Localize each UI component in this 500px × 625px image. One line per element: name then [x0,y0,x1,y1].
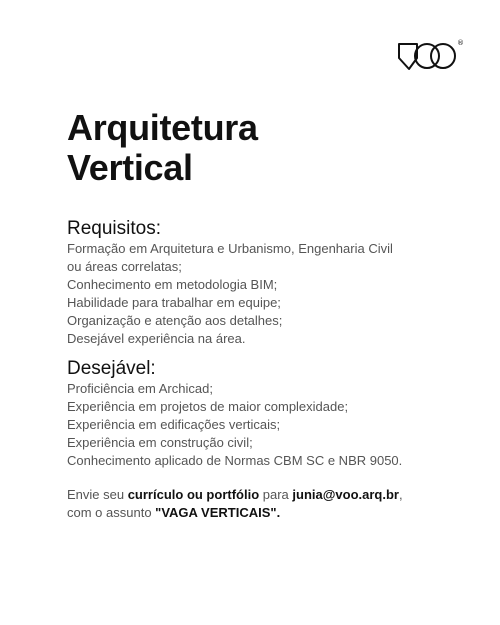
cta-line2-prefix: com o assunto [67,505,156,520]
list-item: Organização e atenção aos detalhes; [67,313,283,328]
contact-email: junia@voo.arq.br [292,487,399,502]
list-item: Experiência em construção civil; [67,435,253,450]
cta-prefix: Envie seu [67,487,128,502]
cta-comma: , [398,487,403,502]
list-item: Experiência em edificações verticais; [67,417,281,432]
list-item: Formação em Arquitetura e Urbanismo, Engenharia Civil [67,241,393,256]
cta-highlight: currículo ou portfólio [127,487,260,502]
email-subject: "VAGA VERTICAIS" [155,505,277,520]
list-item: Desejável experiência na área. [67,331,246,346]
desejavel-heading: Desejável: [67,358,156,379]
title-line-1: Arquitetura [67,107,258,148]
cta-middle: para [259,487,293,502]
voo-logo-icon [397,36,469,78]
requisitos-heading: Requisitos: [67,218,161,239]
page-title [67,108,467,188]
cta-line-2 [67,504,467,522]
desejavel-list [67,380,467,470]
list-item: Conhecimento em metodologia BIM; [67,277,278,292]
list-item: Experiência em projetos de maior complexidade; [67,399,349,414]
job-posting [67,108,467,535]
list-item: Proficiência em Archicad; [67,381,213,396]
title-line-2: Vertical [67,147,193,188]
application-instructions [67,486,467,522]
requisitos-list [67,240,467,348]
cta-period: . [276,505,281,520]
list-item: Habilidade para trabalhar em equipe; [67,295,281,310]
cta-line-1 [67,486,467,504]
list-item: ou áreas correlatas; [67,259,182,274]
registered-mark: ® [457,39,464,47]
list-item: Conhecimento aplicado de Normas CBM SC e NBR 9050. [67,453,403,468]
